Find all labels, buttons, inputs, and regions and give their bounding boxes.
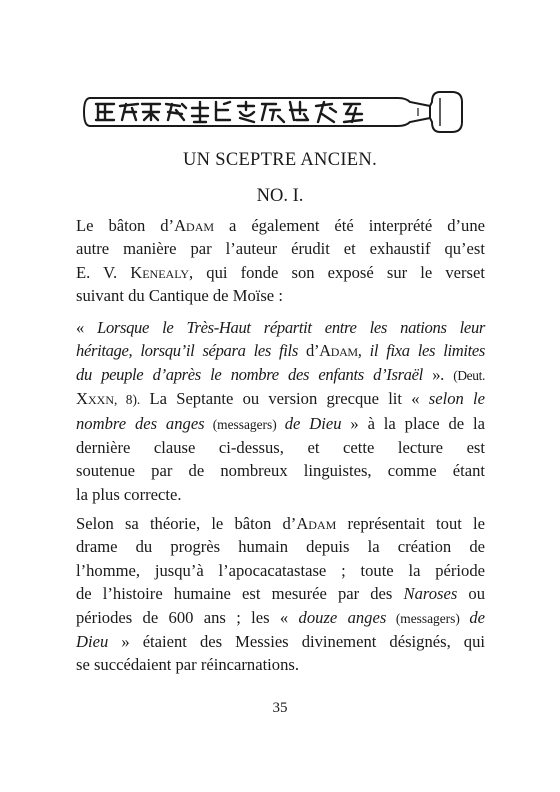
sceptre-inscription-icon: [80, 84, 472, 140]
chapter-number: NO. I.: [256, 186, 304, 206]
paragraph-1: [76, 214, 485, 308]
text-line: Le bâton d’Adam a également été interprété d’une: [76, 216, 486, 235]
text-line: « Lorsque le Très-Haut répartit entre les nations leur: [76, 318, 485, 337]
text-line: autre manière par l’auteur érudit et exhaustif qu’est: [76, 239, 485, 259]
text-line: drame du progrès humain depuis la création de: [76, 537, 485, 557]
page-number: 35: [272, 700, 288, 716]
text-line: E. V. Kenealy, qui fonde son exposé sur le verset: [76, 262, 485, 282]
paragraph-3: [76, 512, 485, 677]
paragraph-2: [76, 316, 485, 506]
text-line: du peuple d’après le nombre des enfants d’Israël ». (Deut.: [76, 364, 485, 384]
text-line: Xxxn, 8). La Septante ou version grecque lit « selon le: [76, 389, 485, 409]
text-line: la plus correcte.: [76, 484, 182, 504]
text-line: se succédaient par réincarnations.: [76, 655, 299, 675]
text-line: de l’histoire humaine est mesurée par des Naroses ou: [76, 584, 485, 604]
chapter-title: UN SCEPTRE ANCIEN.: [182, 150, 377, 170]
text-line: périodes de 600 ans ; les « douze anges (messagers) de: [76, 607, 485, 627]
text-line: Dieu » étaient des Messies divinement désignés, qui: [76, 632, 485, 652]
text-line: l’homme, jusqu’à l’apocacatastase ; toute la période: [76, 560, 485, 580]
text-line: dernière clause ci-dessus, et cette lecture est: [76, 438, 485, 458]
text-line: héritage, lorsqu’il sépara les fils d’Adam, il fixa les limites: [76, 341, 485, 361]
text-line: nombre des anges (messagers) de Dieu » à la place de la: [76, 413, 486, 433]
text-line: suivant du Cantique de Moïse :: [76, 286, 283, 306]
text-line: soutenue par de nombreux linguistes, comme étant: [76, 461, 485, 481]
text-line: Selon sa théorie, le bâton d’Adam représentait tout le: [76, 514, 485, 533]
